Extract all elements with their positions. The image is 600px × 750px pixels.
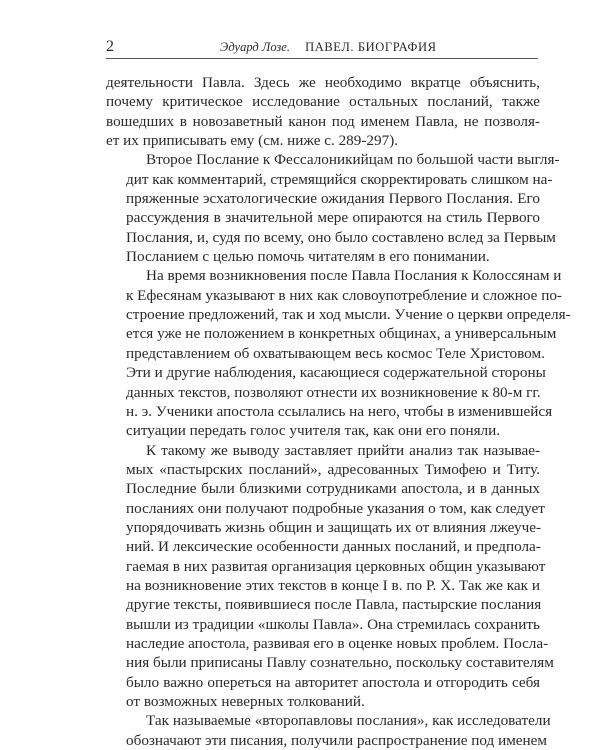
- text-line: строение предложений, так и ход мысли. Учение о церкви определя-: [126, 306, 571, 324]
- running-title-author: Эдуард Лозе.: [220, 40, 290, 54]
- paragraph: [106, 441, 554, 712]
- text-line: почему критическое исследование остальных посланий, также: [106, 93, 540, 111]
- page-number: 2: [106, 38, 114, 55]
- text-line: на возникновение этих текстов в конце I в. по Р. Х. Так же как и: [126, 576, 540, 594]
- text-line: Второе Послание к Фессалоникийцам по большой части выгля-: [146, 151, 560, 169]
- text-line: упорядочивать жизнь общин и защищать их от влияния лжеуче-: [126, 518, 542, 536]
- text-line: посланиях они получают подробные указания о том, как следует: [126, 499, 545, 517]
- running-title-book: ПАВЕЛ. БИОГРАФИЯ: [305, 40, 437, 54]
- text-line: К такому же выводу заставляет прийти анализ так называе-: [146, 441, 540, 459]
- text-line: наследие апостола, развивая его в оценке новых проблем. Посла-: [126, 634, 549, 652]
- text-line: рассуждения в значительной мере опираются на стиль Первого: [126, 209, 540, 227]
- text-line: дит как комментарий, стремящийся скорректировать слишком на-: [126, 170, 553, 188]
- text-line: Так называемые «второпавловы послания», как исследователи: [146, 712, 551, 730]
- text-line: Эти и другие наблюдения, касающиеся содержательной стороны: [126, 364, 546, 382]
- text-line: было важно опереться на авторитет апостола и отгородить себя: [126, 673, 540, 691]
- text-line: ситуации передать голос учителя так, как они его поняли.: [126, 422, 501, 440]
- text-line: к Ефесянам указывают в них как словоупотребление и сложное по-: [126, 286, 562, 304]
- text-line: гаемая в них развитая организация церковных общин указывают: [126, 557, 546, 575]
- running-title: [220, 39, 437, 55]
- text-line: данных текстов, позволяют отнести их возникновение к 80-м гг.: [126, 383, 541, 401]
- text-line: Последние были близкими сотрудниками апостола, и в данных: [126, 480, 540, 498]
- text-line: обозначают эти писания, получили распространение под именем: [126, 731, 548, 749]
- paragraph: [106, 150, 560, 266]
- text-line: вошедших в новозаветный канон под именем Павла, не позволя-: [106, 112, 540, 130]
- paragraph: [106, 711, 551, 750]
- text-line: На время возникновения после Павла Послания к Колоссянам и: [146, 267, 562, 285]
- text-line: ний. И лексические особенности данных посланий, и предпола-: [126, 538, 541, 556]
- running-header: [106, 38, 538, 59]
- text-line: Посланием с целью помочь читателям в его понимании.: [126, 248, 490, 266]
- text-line: вышли из традиции «школы Павла». Она стремилась сохранить: [126, 615, 540, 633]
- text-line: мых «пастырских посланий», адресованных Тимофею и Титу.: [126, 460, 540, 478]
- text-line: представлением об охватывающем весь космос Теле Христовом.: [126, 344, 545, 362]
- text-line: ется уже не положением в конкретных общинах, а универсальным: [126, 325, 557, 343]
- text-line: Послания, и, судя по всему, оно было составлено вслед за Первым: [126, 228, 556, 246]
- text-line: другие тексты, появившиеся после Павла, пастырские послания: [126, 596, 542, 614]
- paragraph: [106, 73, 540, 150]
- text-line: пряженные эсхатологические ожидания Первого Послания. Его: [126, 190, 540, 208]
- text-line: от возможных неверных толкований.: [126, 693, 365, 710]
- paragraph: [106, 266, 571, 440]
- text-line: ния были приписаны Павлу сознательно, поскольку составителям: [126, 654, 554, 672]
- body-text: [106, 73, 571, 750]
- text-line: деятельности Павла. Здесь же необходимо вкратце объяснить,: [106, 74, 540, 91]
- text-line: н. э. Ученики апостола ссылались на него, чтобы в изменившейся: [126, 402, 553, 420]
- text-line: ет их приписывать ему (см. ниже с. 289-297).: [106, 132, 399, 150]
